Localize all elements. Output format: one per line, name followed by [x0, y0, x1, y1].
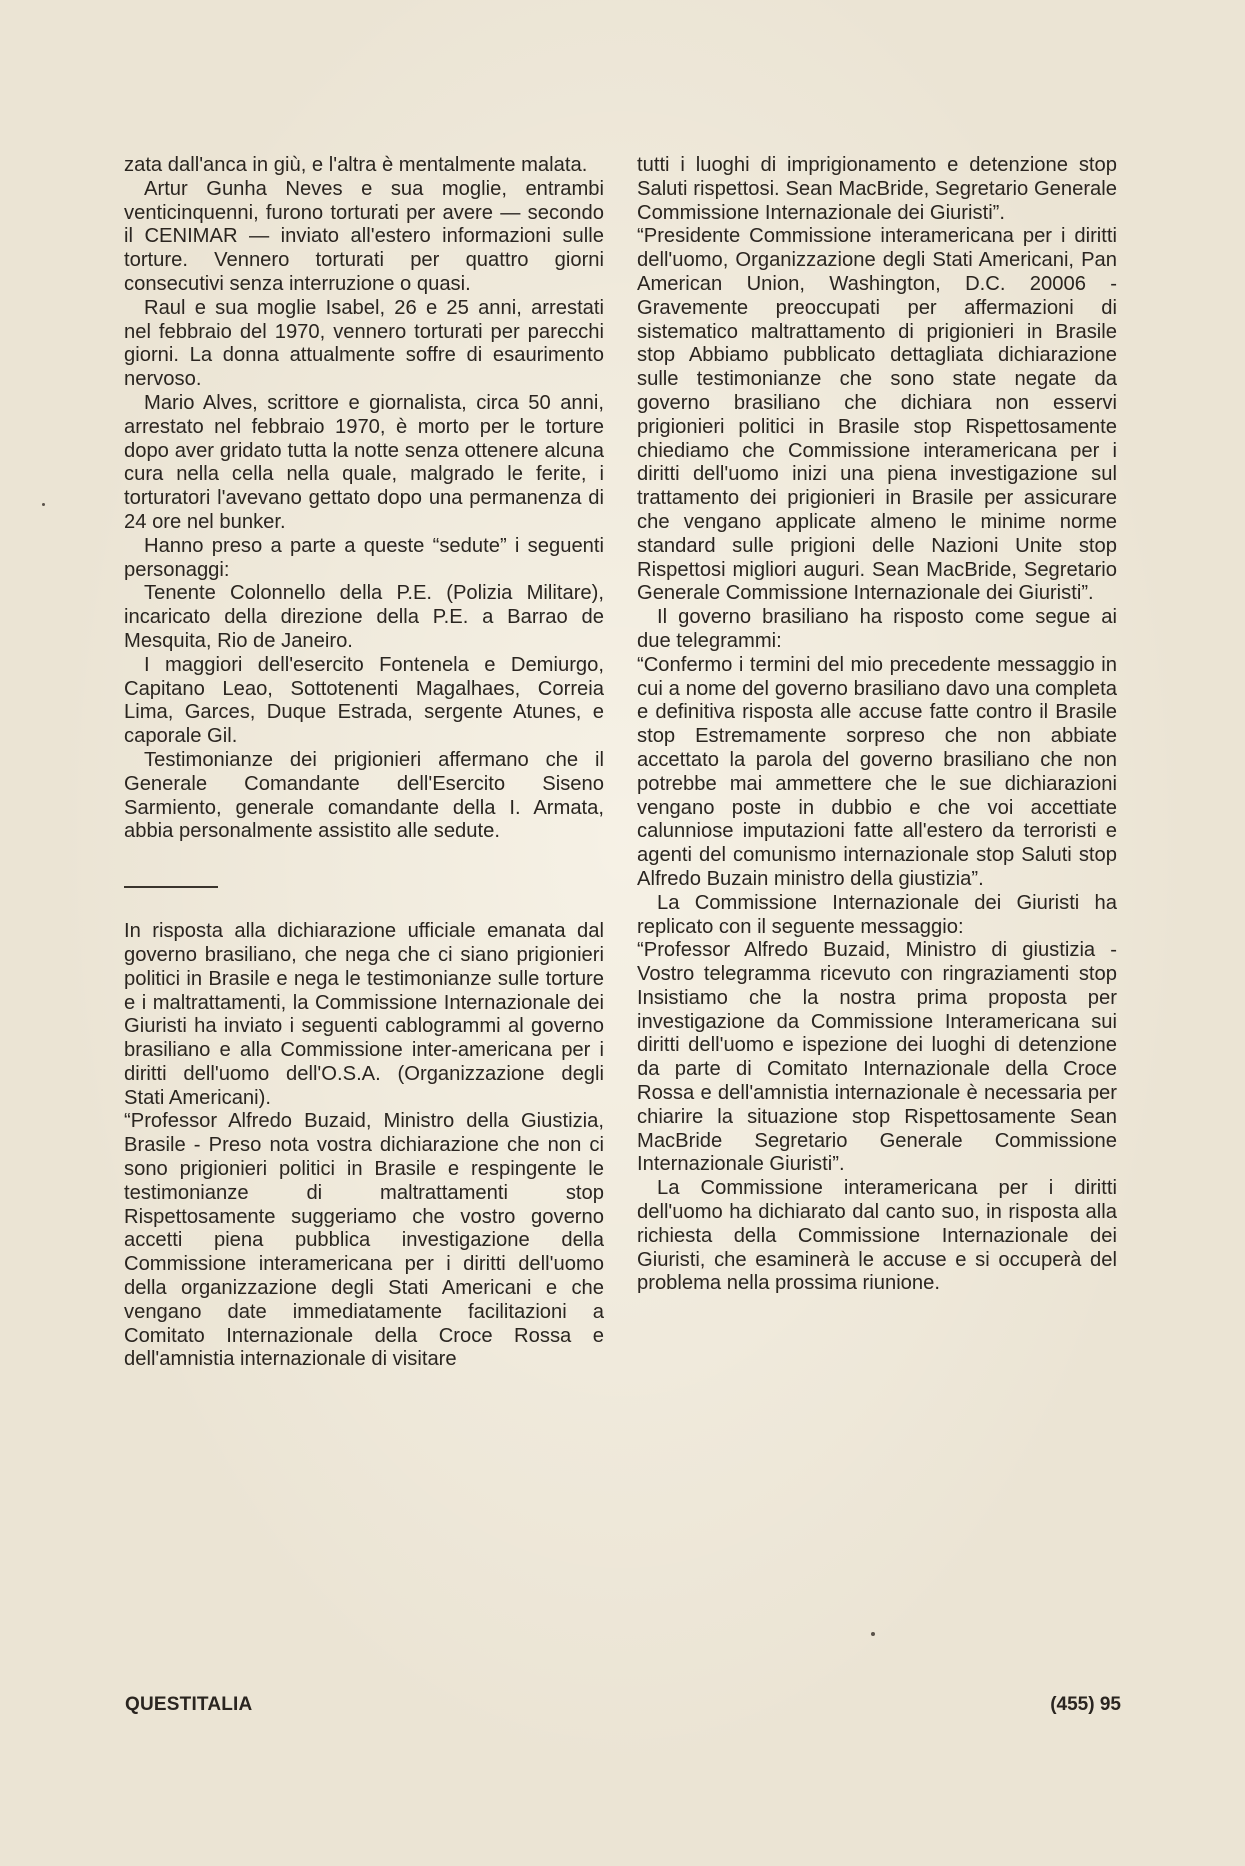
page-number: (455) 95: [1050, 1694, 1121, 1715]
paragraph: Raul e sua moglie Isabel, 26 e 25 anni, arrestati nel febbraio del 1970, vennero torturati per parecchi giorni. La donna attualmente soffre di esaurimento nervoso.: [124, 296, 604, 391]
paragraph: I maggiori dell'esercito Fontenela e Demiurgo, Capitano Leao, Sottotenenti Magalhaes, Correia Lima, Garces, Duque Estrada, sergente Atunes, e caporale Gil.: [124, 653, 604, 748]
page-footer: [125, 1694, 1121, 1718]
right-column: [637, 154, 1117, 1296]
paragraph: Il governo brasiliano ha risposto come segue ai due telegrammi:: [637, 606, 1117, 652]
paragraph: La Commissione interamericana per i diritti dell'uomo ha dichiarato dal canto suo, in risposta alla richiesta della Commissione Internazionale dei Giuristi, che esaminerà le accuse e si occuperà del problema nella prossima riunione.: [637, 1177, 1117, 1295]
paragraph: zata dall'anca in giù, e l'altra è mentalmente malata.: [124, 154, 588, 176]
print-speck: [42, 503, 45, 506]
paragraph: “Professor Alfredo Buzaid, Ministro di giustizia - Vostro telegramma ricevuto con ringraziamenti stop Insistiamo che la nostra prima proposta per investigazione da Commissione Interamericana sui diritti dell'uomo e ispezione dei luoghi di detenzione da parte di Comitato Internazionale della Croce Rossa e dell'amnistia internazionale è necessaria per chiarire la situazione stop Rispettosamente Sean MacBride Segretario Generale Commissione Internazionale Giuristi”.: [637, 939, 1117, 1176]
paragraph: Testimonianze dei prigionieri affermano che il Generale Comandante dell'Esercito Siseno Sarmiento, generale comandante della I. Armata, abbia personalmente assistito alle sedute.: [124, 748, 604, 843]
paragraph: “Confermo i termini del mio precedente messaggio in cui a nome del governo brasiliano davo una completa e definitiva risposta alle accuse fatte contro il Brasile stop Estremamente sorpreso che non abbiate accettato la parola del governo brasiliano che non potrebbe mai ammettere che le sue dichiarazioni vengano poste in dubbio e che voi accettiate calunniose imputazioni fatte all'estero da terroristi e agenti del comunismo internazionale stop Saluti stop Alfredo Buzain ministro della giustizia”.: [637, 653, 1117, 890]
paragraph: Artur Gunha Neves e sua moglie, entrambi venticinquenni, furono torturati per avere — secondo il CENIMAR — inviato all'estero informazioni sulle torture. Vennero torturati per quattro giorni consecutivi senza interruzione o quasi.: [124, 177, 604, 295]
paragraph: In risposta alla dichiarazione ufficiale emanata dal governo brasiliano, che nega che ci siano prigionieri politici in Brasile e nega le testimonianze sulle torture e i maltrattamenti, la Commissione Internazionale dei Giuristi ha inviato i seguenti cablogrammi al governo brasiliano e alla Commissione inter-americana per i diritti dell'uomo dell'O.S.A. (Organizzazione degli Stati Americani).: [124, 920, 604, 1109]
left-column: [124, 154, 604, 1372]
paragraph: Mario Alves, scrittore e giornalista, circa 50 anni, arrestato nel febbraio 1970, è morto per le torture dopo aver gridato tutta la notte senza ottenere alcuna cura nella cella nella quale, malgrado le ferite, i torturatori l'avevano gettato dopo una permanenza di 24 ore nel bunker.: [124, 391, 604, 533]
paragraph: Tenente Colonnello della P.E. (Polizia Militare), incaricato della direzione della P.E. a Barrao de Mesquita, Rio de Janeiro.: [124, 582, 604, 652]
paragraph: “Professor Alfredo Buzaid, Ministro della Giustizia, Brasile - Preso nota vostra dichiarazione che non ci sono prigionieri politici in Brasile e respingente le testimonianze di maltrattamenti stop Rispettosamente suggeriamo che vostro governo accetti piena pubblica investigazione della Commissione interamericana per i diritti dell'uomo della organizzazione degli Stati Americani e che vengano date immediatamente facilitazioni a Comitato Internazionale della Croce Rossa e dell'amnistia internazionale di visitare: [124, 1110, 604, 1371]
paragraph: La Commissione Internazionale dei Giuristi ha replicato con il seguente messaggio:: [637, 891, 1117, 938]
print-speck: [871, 1632, 875, 1636]
paragraph: “Presidente Commissione interamericana per i diritti dell'uomo, Organizzazione degli Stati Americani, Pan American Union, Washington, D.C. 20006 - Gravemente preoccupati per affermazioni di sistematico maltrattamento di prigionieri in Brasile stop Abbiamo pubblicato dettagliata dichiarazione sulle testimonianze che sono state negate da governo brasiliano che dichiara non esservi prigionieri politici in Brasile stop Rispettosamente chiediamo che Commissione interamericana per i diritti dell'uomo inizi una piena investigazione sul trattamento dei prigionieri in Brasile per assicurare che vengano applicate almeno le minime norme standard sulle prigioni delle Nazioni Unite stop Rispettosi migliori auguri. Sean MacBride, Segretario Generale Commissione Internazionale dei Giuristi”.: [637, 225, 1117, 605]
magazine-name: QUESTITALIA: [125, 1694, 253, 1715]
paragraph: tutti i luoghi di imprigionamento e detenzione stop Saluti rispettosi. Sean MacBride, Segretario Generale Commissione Internazionale dei Giuristi”.: [637, 154, 1117, 224]
section-divider: [124, 886, 218, 888]
paragraph: Hanno preso a parte a queste “sedute” i seguenti personaggi:: [124, 534, 604, 581]
